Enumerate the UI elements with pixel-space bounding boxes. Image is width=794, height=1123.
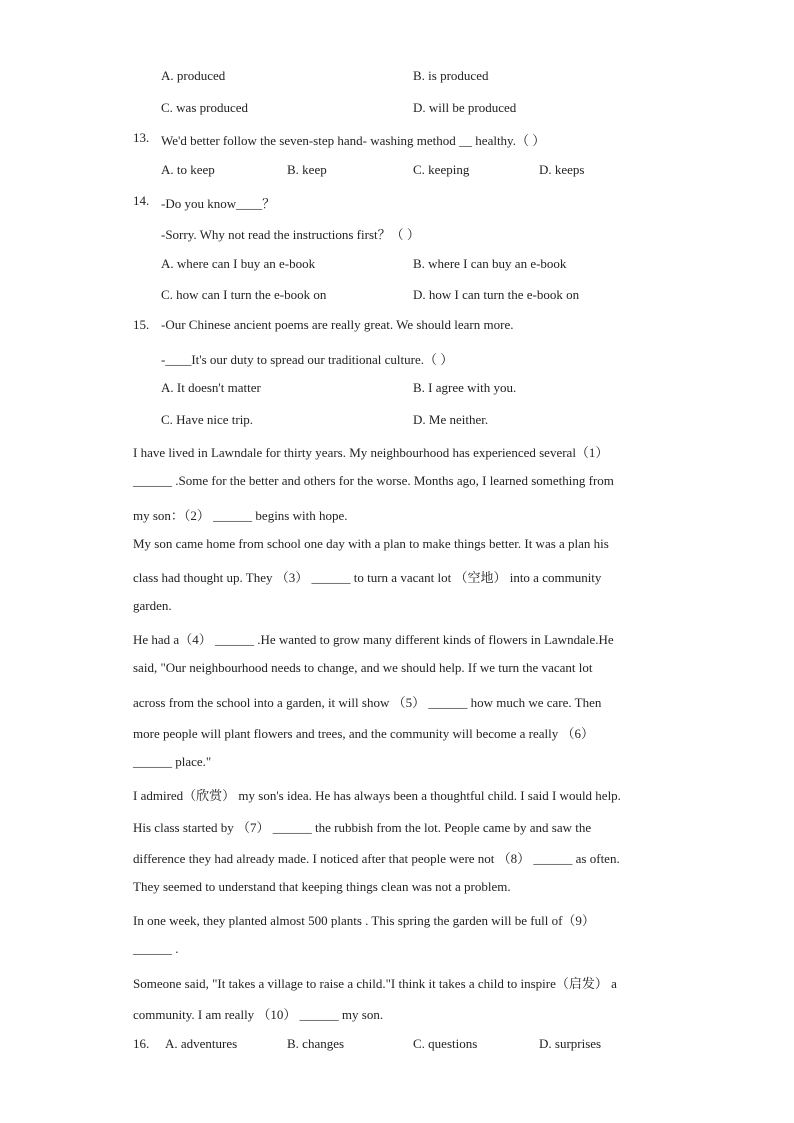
q16-option-c: C. questions — [413, 1036, 478, 1051]
q13-option-c: C. keeping — [413, 162, 470, 177]
q16-option-a: A. adventures — [165, 1036, 238, 1051]
q15-stem-line1: -Our Chinese ancient poems are really great. We should learn more. — [161, 317, 514, 332]
passage-line: my son：（2） ______ begins with hope. — [133, 508, 348, 523]
q14-option-d: D. how I can turn the e-book on — [413, 287, 580, 302]
q13-option-d: D. keeps — [539, 162, 585, 177]
passage-line: said, "Our neighbourhood needs to change, and we should help. If we turn the vacant lot — [133, 660, 593, 675]
q16-number: 16. — [133, 1036, 150, 1051]
passage-line: They seemed to understand that keeping things clean was not a problem. — [133, 879, 511, 894]
q15-option-b: B. I agree with you. — [413, 380, 517, 395]
q15-option-c: C. Have nice trip. — [161, 412, 254, 427]
q14-stem-line2: -Sorry. Why not read the instructions first？（ ） — [161, 227, 420, 242]
q16-option-b: B. changes — [287, 1036, 345, 1051]
passage-line: In one week, they planted almost 500 plants . This spring the garden will be full of（9） — [133, 913, 595, 928]
q16-option-d: D. surprises — [539, 1036, 602, 1051]
passage-line: I admired（欣赏） my son's idea. He has always been a thoughtful child. I said I would help. — [133, 788, 621, 803]
q15-stem-line2: -____It's our duty to spread our traditional culture.（ ） — [161, 352, 454, 367]
q13-number: 13. — [133, 130, 150, 145]
passage-line: garden. — [133, 598, 172, 613]
passage-line: across from the school into a garden, it will show （5） ______ how much we care. Then — [133, 695, 602, 710]
q14-option-c: C. how can I turn the e-book on — [161, 287, 327, 302]
q14-option-b: B. where I can buy an e-book — [413, 256, 567, 271]
q15-number: 15. — [133, 317, 150, 332]
q14-number: 14. — [133, 193, 150, 208]
q14-stem-line1: -Do you know____？ — [161, 196, 276, 211]
q13-stem: We'd better follow the seven-step hand- washing method __ healthy.（ ） — [161, 133, 546, 148]
passage-line: difference they had already made. I noticed after that people were not （8） ______ as often. — [133, 851, 620, 866]
passage-line: I have lived in Lawndale for thirty years. My neighbourhood has experienced several（1） — [133, 445, 609, 460]
q12-option-c: C. was produced — [161, 100, 249, 115]
passage-line: more people will plant flowers and trees, and the community will become a really （6） — [133, 726, 595, 741]
q13-option-b: B. keep — [287, 162, 327, 177]
passage-line: ______ . — [133, 941, 179, 956]
passage-line: Someone said, "It takes a village to raise a child."I think it takes a child to inspire（启发） a — [133, 976, 617, 991]
q12-option-b: B. is produced — [413, 68, 489, 83]
passage-line: He had a（4） ______ .He wanted to grow many different kinds of flowers in Lawndale.He — [133, 632, 614, 647]
passage-line: class had thought up. They （3） ______ to turn a vacant lot （空地） into a community — [133, 570, 602, 585]
passage-line: community. I am really （10） ______ my son. — [133, 1007, 384, 1022]
passage-line: His class started by （7） ______ the rubbish from the lot. People came by and saw the — [133, 820, 592, 835]
passage-line: My son came home from school one day with a plan to make things better. It was a plan his — [133, 536, 609, 551]
passage-line: ______ place." — [133, 754, 212, 769]
q14-option-a: A. where can I buy an e-book — [161, 256, 316, 271]
q12-option-a: A. produced — [161, 68, 226, 83]
q15-option-d: D. Me neither. — [413, 412, 489, 427]
passage-line: ______ .Some for the better and others for the worse. Months ago, I learned something from — [133, 473, 614, 488]
q13-option-a: A. to keep — [161, 162, 215, 177]
q15-option-a: A. It doesn't matter — [161, 380, 261, 395]
q12-option-d: D. will be produced — [413, 100, 517, 115]
